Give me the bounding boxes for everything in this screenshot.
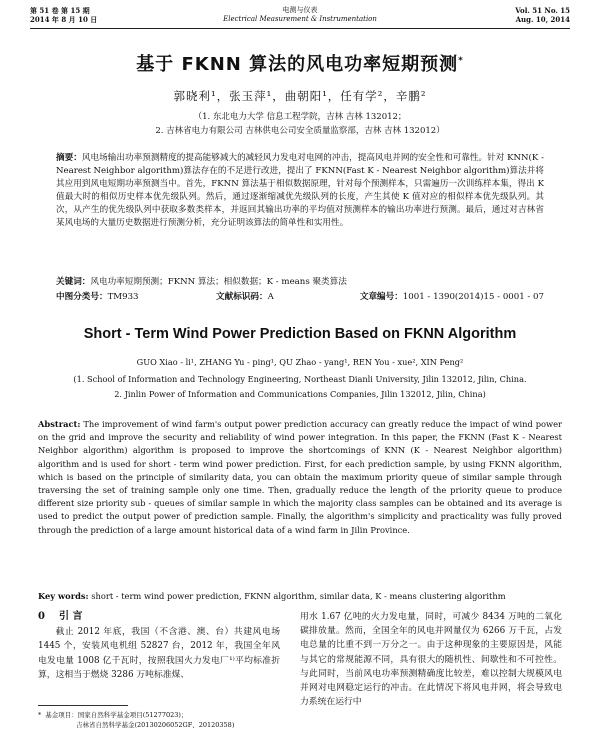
volume-issue-en: Vol. 51 No. 15 — [515, 6, 570, 15]
footnote-rule — [38, 705, 128, 706]
volume-issue-cn: 第 51 卷 第 15 期 — [30, 6, 90, 15]
abstract-cn — [56, 152, 544, 230]
section-title: 引 言 — [58, 611, 83, 622]
body-right-column — [300, 610, 562, 709]
body-paragraph-left: 截止 2012 年底，我国（不含港、澳、台）共建风电场 1445 个，安装风电机组 52827 台，2012 年，我国全年风电发电量 1008 亿千瓦时，按照我国火力发电厂¹⁾平均标准折算，这相当于燃烧 3286 万吨标准煤、 — [38, 627, 280, 680]
document-code: 文献标识码：A — [216, 292, 274, 302]
abstract-cn-text: 风电场输出功率预测精度的提高能够减大的减轻风力发电对电网的冲击，提高风电并网的安全性和可靠性。针对 KNN(K - Nearest Neighbor algorithm)算法存在的不足进行改进，提出了 FKNN(Fast K - Nearest Neighbor algorithm)算法并将其应用到风电短期功率预测当中。首先，FKNN 算法基于相似数据原理，针对每个预测样本，只需遍历一次训练样本集，得出 K 值最大时的相似历史样本优先级队列。然后，通过逐渐缩减优先级队列的长度，产生其使 K 值对应的相似样本优先级队列。其次，从产生的优先级队列中获取多数类样本，并返回其输出功率的平均值对预测样本的输出功率进行预测。最后，通过对吉林省某风电场的大量历史数据进行预测分析，充分证明该算法的简单性和实用性。 — [56, 153, 544, 228]
affiliation-en-1: (1. School of Information and Technology Engineering, Northeast Dianli University, Jilin 132012, Jilin, China. — [73, 374, 527, 384]
section-number: 0 — [38, 611, 45, 622]
date-cn: 2014 年 8 月 10 日 — [30, 15, 98, 24]
classification-row — [56, 290, 544, 303]
title-footnote-mark: * — [458, 56, 464, 66]
footnote-line-2: 吉林省自然科学基金(20130206052GF、20120358) — [76, 721, 235, 729]
abstract-en-text: The improvement of wind farm's output power prediction accuracy can greatly reduce the impact of wind power on the grid and improve the security and reliability of wind power integration. In this paper, the FKNN (Fast K - Nearest Neighbor algorithm) algorithm is proposed to improve the shortcomings of KNN (K - Nearest Neighbor algorithm) algorithm and is used for short - term wind power prediction. First, for each prediction sample, by using FKNN algorithm, which is based on the principle of similarity data, you can obtain the maximum priority queue of similar sample through traversing the set of training sample only one time. Then, gradually reduce the length of the priority queue to produce different size priority sub - queues of similar sample in which the majority class samples can be obtained and its average is used to predict the output power of prediction sample. Finally, the algorithm's simplicity and practicality was fully proved through the prediction of a large amount historical data of a wind farm in Jilin Province. — [38, 419, 563, 535]
keywords-cn-text: 风电功率短期预测；FKNN 算法；相似数据；K - means 聚类算法 — [90, 277, 347, 287]
header-right — [515, 6, 570, 24]
keywords-cn — [56, 276, 544, 289]
authors-en: GUO Xiao - li¹, ZHANG Yu - ping¹, QU Zhao - yang¹, REN You - xue², XIN Peng² — [136, 357, 464, 367]
date-en: Aug. 10, 2014 — [515, 15, 570, 24]
keywords-en — [38, 590, 562, 603]
body-paragraph-right: 用水 1.67 亿吨的火力发电量，同时，可减少 8434 万吨的二氧化碳排放量。然而，全国全年的风电并网量仅为 6266 万千瓦，占发电总量的比重不到一万分之一。由于这种现象的主要原因是，风能与其它的常规能源不同，具有很大的随机性、间歇性和不可控性。与此同时，当前风电功率预测精确度比较差，难以控制大规模风电并网对电网稳定运行的冲击。在此情况下将风电并网，将会导致电力系统在运行中 — [300, 612, 562, 708]
affiliation-cn-1: （1. 东北电力大学 信息工程学院，吉林 吉林 132012； — [193, 112, 407, 122]
section-heading — [38, 610, 280, 624]
header-rule — [30, 28, 570, 29]
article-number: 文章编号：1001 - 1390(2014)15 - 0001 - 07 — [359, 292, 544, 302]
keywords-en-text: short - term wind power prediction, FKNN algorithm, similar data, K - means clustering algorithm — [91, 591, 506, 601]
journal-header — [30, 6, 570, 28]
keywords-en-label: Key words: — [38, 591, 89, 601]
abstract-en — [38, 418, 562, 537]
keywords-cn-label: 关键词： — [56, 277, 91, 287]
journal-name-en: Electrical Measurement & Instrumentation — [223, 15, 377, 23]
title-cn-text: 基于 FKNN 算法的风电功率短期预测 — [136, 54, 459, 75]
authors-cn: 郭晓利¹，张玉萍¹，曲朝阳¹，任有学²，辛鹏² — [173, 89, 427, 103]
journal-name-cn: 电测与仪表 — [282, 6, 318, 14]
body-left-column — [38, 610, 280, 682]
abstract-en-label: Abstract: — [38, 419, 81, 429]
title-cn — [0, 50, 600, 76]
footnote — [38, 710, 288, 730]
affiliation-en-2: 2. Jinlin Power of Information and Communications Companies, Jilin 132012, Jilin, China) — [114, 389, 486, 399]
affiliation-cn-2: 2. 吉林省电力有限公司 吉林供电公司安全质量监察部，吉林 吉林 132012） — [155, 126, 445, 136]
title-en: Short - Term Wind Power Prediction Based on FKNN Algorithm — [83, 326, 517, 342]
header-center — [30, 6, 570, 24]
abstract-cn-label: 摘要： — [56, 153, 82, 163]
clc-number: 中图分类号：TM933 — [56, 292, 139, 302]
footnote-line-1: * 基金项目：国家自然科学基金项目(51277023)； — [38, 711, 188, 719]
